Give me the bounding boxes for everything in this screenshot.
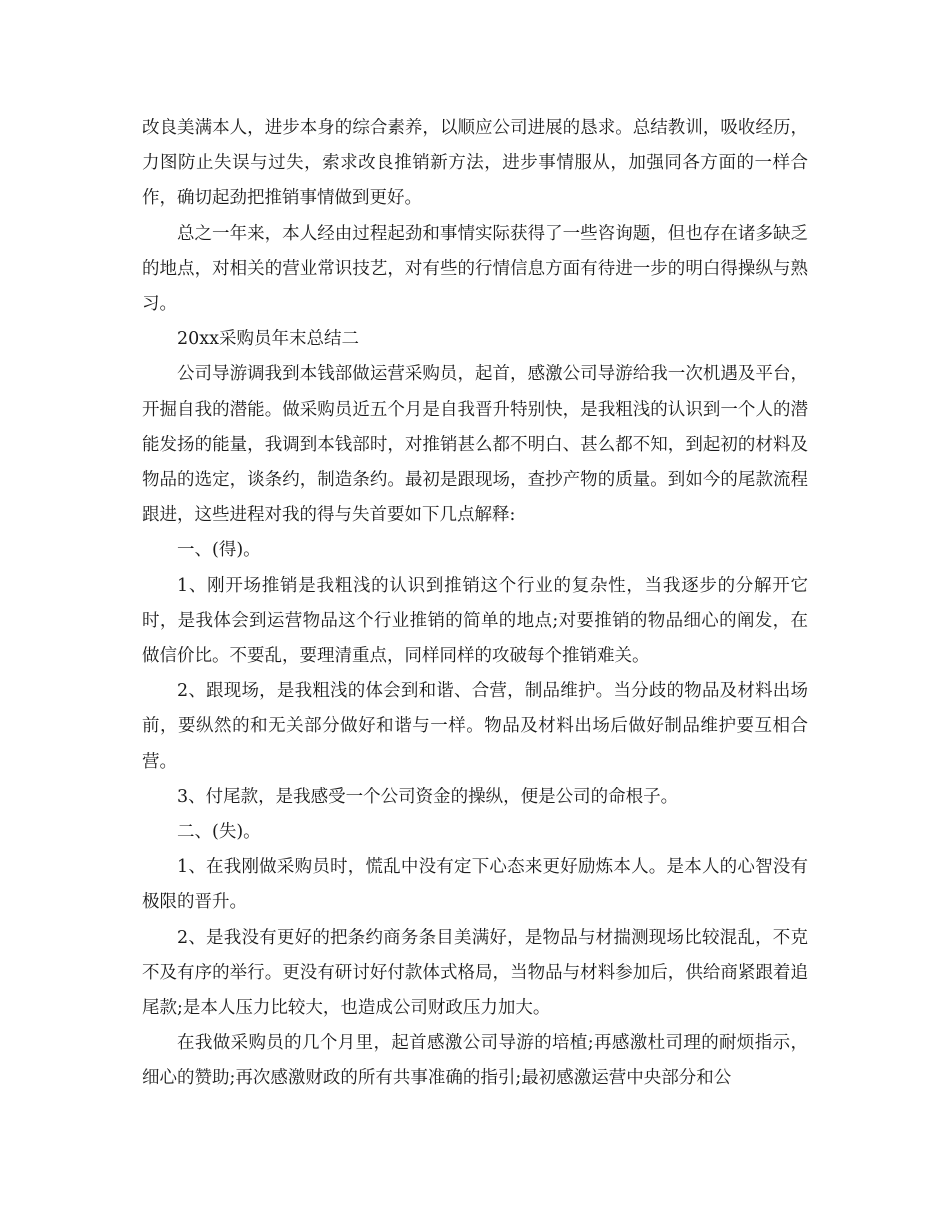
gain-item-2: 2、跟现场，是我粗浅的体会到和谐、合营，制品维护。当分歧的物品及材料出场前，要纵然的和无关部分做好和谐与一样。物品及材料出场后做好制品维护要互相合营。	[142, 681, 808, 772]
paragraph-4: 公司导游调我到本钱部做运营采购员，起首，感激公司导游给我一次机遇及平台，开掘自我的潜能。做采购员近五个月是自我晋升特别快，是我粗浅的认识到一个人的潜能发扬的能量，我调到本钱部时，对推销甚么都不明白、甚么都不知，到起初的材料及物品的选定，谈条约，制造条约。最初是跟现场，查抄产物的质量。到如今的尾款流程跟进，这些进程对我的得与失首要如下几点解释:	[142, 364, 808, 526]
loss-item-2: 2、是我没有更好的把条约商务条目美满好，是物品与材揣测现场比较混乱，不克不及有序的举行。更没有研讨好付款体式格局，当物品与材料参加后，供给商紧跟着追尾款;是本人压力比较大，也造成公司财政压力加大。	[142, 927, 808, 1019]
paragraph-1: 改良美满本人，进步本身的综合素养，以顺应公司进展的恳求。总结教训，吸收经历，力图防止失误与过失，索求改良推销新方法，进步事情服从，加强同各方面的一样合作，确切起劲把推销事情做到更好。	[142, 118, 808, 209]
loss-item-1: 1、在我刚做采购员时，慌乱中没有定下心态来更好励炼本人。是本人的心智没有极限的晋升。	[142, 857, 808, 913]
paragraph-closing: 在我做采购员的几个月里，起首感激公司导游的培植;再感激杜司理的耐烦指示，细心的赞助;再次感激财政的所有共事准确的指引;最初感激运营中央部分和公	[142, 1033, 808, 1089]
gain-item-1: 1、刚开场推销是我粗浅的认识到推销这个行业的复杂性，当我逐步的分解开它时，是我体会到运营物品这个行业推销的简单的地点;对要推销的物品细心的阐发，在做信价比。不要乱，要理清重点，同样同样的攻破每个推销难关。	[142, 575, 808, 667]
gain-item-3: 3、付尾款，是我感受一个公司资金的操纵，便是公司的命根子。	[177, 786, 679, 807]
subheading-losses: 二、(失)。	[177, 822, 261, 843]
subheading-gains: 一、(得)。	[177, 540, 261, 561]
section-heading: 20xx采购员年末总结二	[177, 329, 360, 350]
paragraph-2: 总之一年来，本人经由过程起劲和事情实际获得了一些咨询题，但也存在诸多缺乏的地点，对相关的营业常识技艺，对有些的行情信息方面有待进一步的明白得操纵与熟习。	[142, 223, 808, 315]
document-page	[142, 111, 808, 1097]
